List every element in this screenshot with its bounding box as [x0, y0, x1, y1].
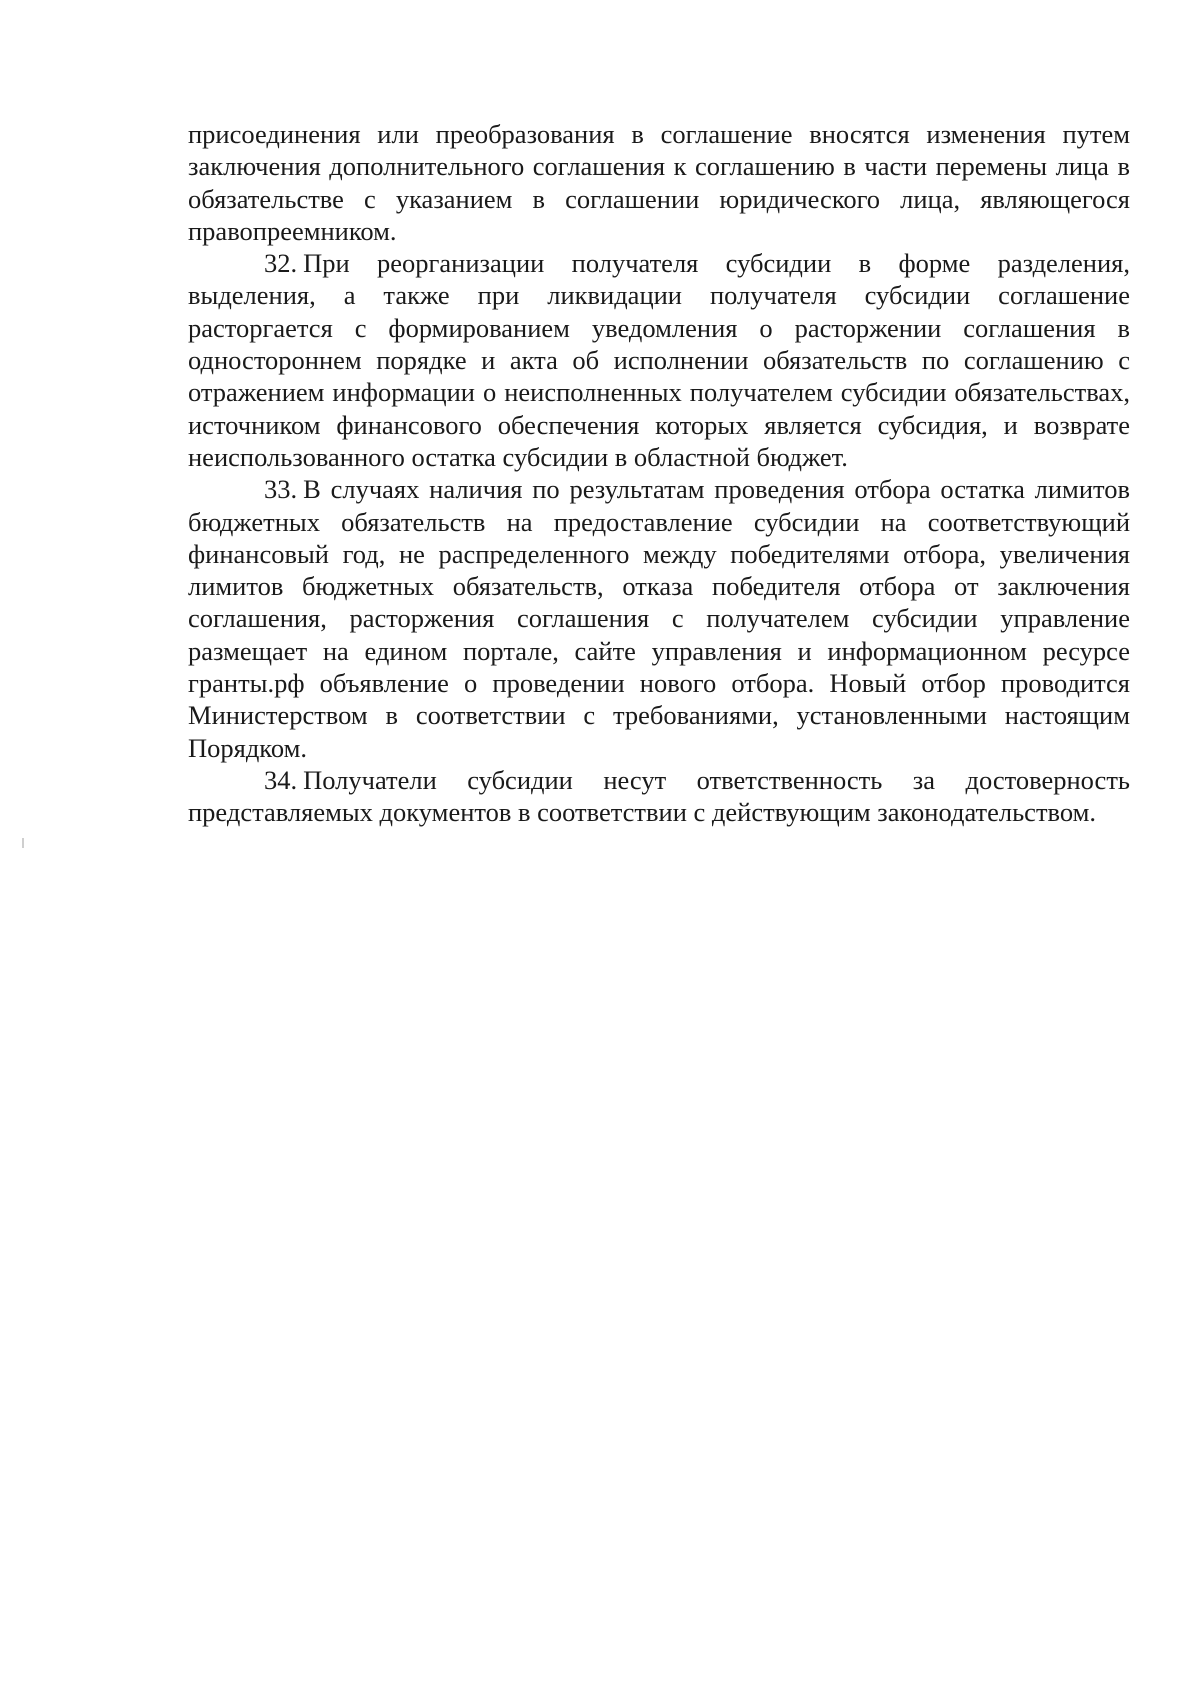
paragraph-text: присоединения или преобразования в соглашение вносятся изменения путем заключения дополнительного соглашения к соглашению в части перемены лица в обязательстве с указанием в соглашении юридического лица, являющегося правопреемником.	[188, 119, 1130, 246]
paragraph-text: При реорганизации получателя субсидии в форме разделения, выделения, а также при ликвидации получателя субсидии соглашение расторгается с формированием уведомления о расторжении соглашения в одностороннем порядке и акта об исполнении обязательств по соглашению с отражением информации о неисполненных получателем субсидии обязательствах, источником финансового обеспечения которых является субсидия, и возврате неиспользованного остатка субсидии в областной бюджет.	[188, 248, 1130, 472]
document-body	[188, 118, 1130, 829]
scan-margin-mark	[22, 838, 24, 848]
paragraph-32	[188, 247, 1130, 473]
paragraph-number: 33.	[264, 474, 298, 505]
paragraph-number: 32.	[264, 248, 298, 279]
paragraph-33	[188, 473, 1130, 764]
paragraph-34	[188, 764, 1130, 829]
paragraph-number: 34.	[264, 764, 298, 795]
paragraph-text: Получатели субсидии несут ответственность за достоверность представляемых документов в соответствии с действующим законодательством.	[188, 764, 1130, 828]
paragraph-text: В случаях наличия по результатам проведения отбора остатка лимитов бюджетных обязательств на предоставление субсидии на соответствующий финансовый год, не распределенного между победителями отбора, увеличения лимитов бюджетных обязательств, отказа победителя отбора от заключения соглашения, расторжения соглашения с получателем субсидии управление размещает на едином портале, сайте управления и информационном ресурсе гранты.рф объявление о проведении нового отбора. Новый отбор проводится Министерством в соответствии с требованиями, установленными настоящим Порядком.	[188, 474, 1130, 763]
paragraph-continuation	[188, 118, 1130, 247]
